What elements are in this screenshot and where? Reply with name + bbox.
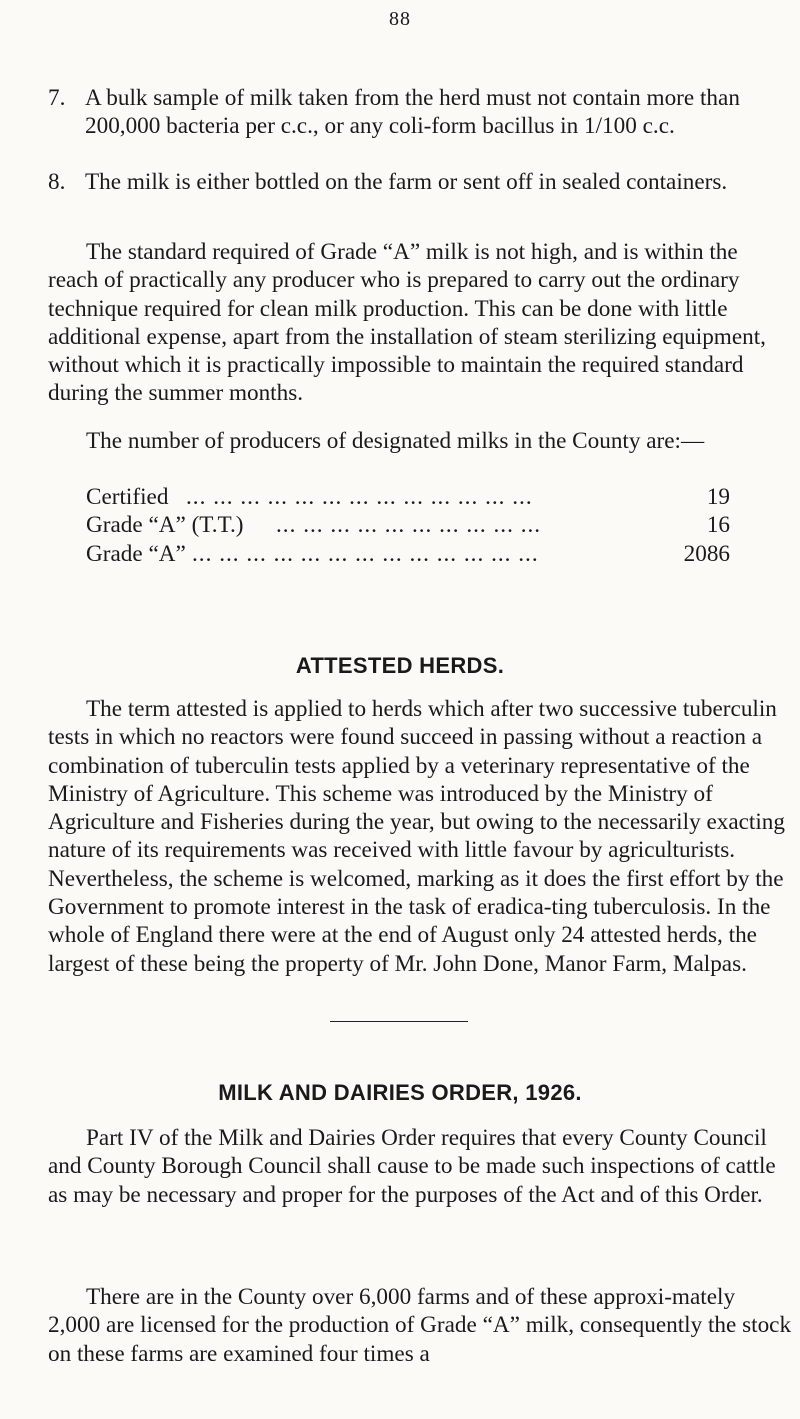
heading-attested-herds: ATTESTED HERDS. bbox=[295, 653, 505, 678]
item-text: The milk is either bottled on the farm or sent off in sealed containers. bbox=[85, 169, 728, 195]
paragraph-farms: There are in the County over 6,000 farms and of these approxi-mately 2,000 are licensed for the production of Grade “A” milk, consequently the stock on these farms are examined four times a bbox=[48, 1284, 792, 1367]
paragraph-grade-a-standard: The standard required of Grade “A” milk is not high, and is within the reach of practically any producer who is prepared to carry out the ordinary technique required for clean milk production. This can be done with little additional expense, apart from the installation of steam sterilizing equipment, without which it is practically impossible to maintain the required standard during the summer months. bbox=[48, 239, 766, 407]
item-number: 8. bbox=[48, 169, 66, 195]
producer-label: Grade “A” (T.T.) bbox=[86, 512, 244, 539]
leader-dots: ... ... ... ... ... ... ... ... ... ... ... ... ... bbox=[192, 540, 539, 567]
producers-row bbox=[86, 511, 730, 539]
list-item-7 bbox=[48, 84, 792, 141]
producer-count: 16 bbox=[706, 512, 730, 539]
producer-count: 19 bbox=[706, 484, 730, 510]
leader-dots: ... ... ... ... ... ... ... ... ... ... bbox=[276, 512, 542, 539]
producers-table bbox=[86, 483, 730, 568]
producers-row bbox=[86, 483, 730, 511]
item-number: 7. bbox=[48, 85, 66, 111]
producer-label: Certified bbox=[86, 484, 169, 510]
leader-dots: ... ... ... ... ... ... ... ... ... ... ... ... ... bbox=[186, 484, 533, 510]
paragraph-attested-herds: The term attested is applied to herds which after two successive tuberculin tests in which no reactors were found succeed in passing without a reaction a combination of tuberculin tests applied by a veterinary representative of the Ministry of Agriculture. This scheme was introduced by the Ministry of Agriculture and Fisheries during the year, but owing to the necessarily exacting nature of its requirements was received with little favour by agriculturists. Nevertheless, the scheme is welcomed, marking as it does the first effort by the Government to promote interest in the task of eradica-ting tuberculosis. In the whole of England there were at the end of August only 24 attested herds, the largest of these being the property of Mr. John Done, Manor Farm, Malpas. bbox=[48, 696, 785, 977]
producer-count: 2086 bbox=[683, 540, 730, 567]
item-text: A bulk sample of milk taken from the herd must not contain more than 200,000 bacteria per c.c., or any coli-form bacillus in 1/100 c.c. bbox=[85, 85, 740, 140]
heading-milk-dairies-order: MILK AND DAIRIES ORDER, 1926. bbox=[218, 1080, 582, 1105]
page-number: 88 bbox=[389, 8, 411, 30]
paragraph-part-iv: Part IV of the Milk and Dairies Order requires that every County Council and County Borough Council shall cause to be made such inspections of cattle as may be necessary and proper for the purposes of the Act and of this Order. bbox=[48, 1125, 776, 1208]
producer-label: Grade “A” bbox=[86, 540, 186, 567]
section-divider bbox=[330, 1021, 468, 1022]
producers-row bbox=[86, 540, 730, 568]
paragraph-producers-intro: The number of producers of designated milks in the County are:— bbox=[86, 428, 705, 454]
list-item-8 bbox=[48, 168, 792, 196]
